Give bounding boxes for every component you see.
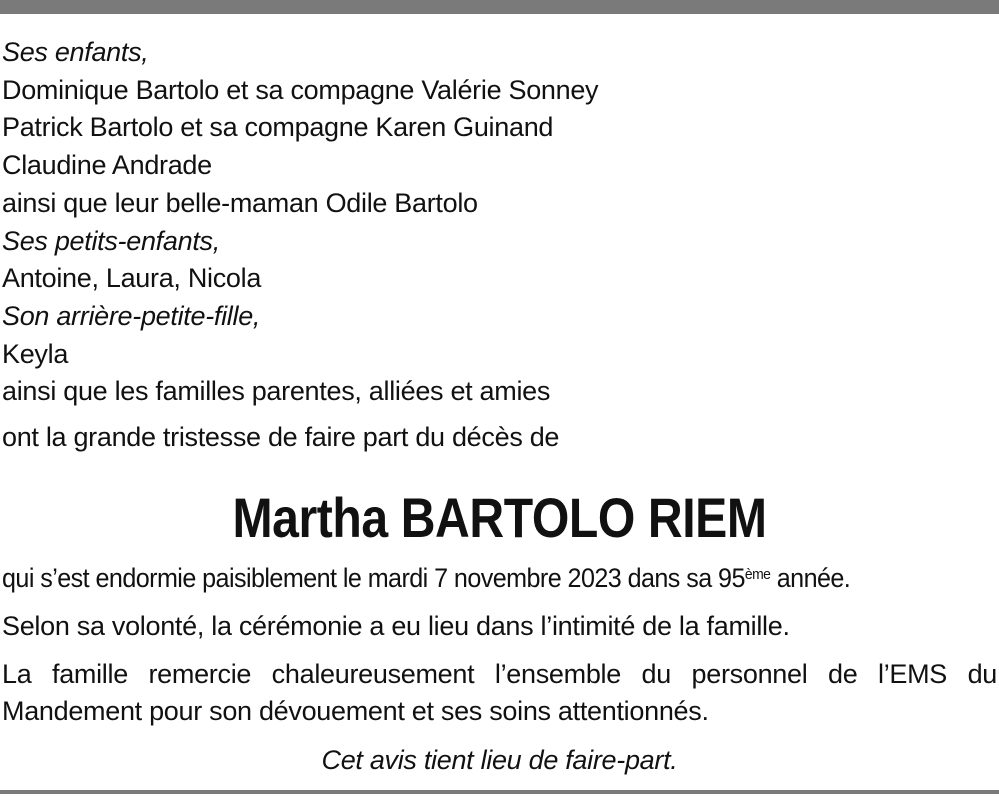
child-line: ainsi que leur belle-maman Odile Bartolo	[2, 187, 478, 218]
top-border-rule	[0, 0, 999, 14]
family-list	[2, 34, 997, 411]
grandchildren-heading: Ses petits-enfants,	[2, 225, 220, 256]
death-statement-start: qui s’est endormie paisiblement le mardi 7 novembre 2023 dans sa 95	[2, 563, 745, 594]
children-heading: Ses enfants,	[2, 37, 149, 67]
grandchildren-names: Antoine, Laura, Nicola	[2, 263, 262, 294]
relatives-line: ainsi que les familles parentes, alliées et amies	[2, 376, 551, 407]
death-statement	[2, 560, 927, 597]
deceased-name: Martha BARTOLO RIEM	[232, 486, 767, 550]
obituary-notice	[2, 34, 997, 779]
child-line: Dominique Bartolo et sa compagne Valérie Sonney	[2, 74, 599, 105]
ceremony-statement: Selon sa volonté, la cérémonie a eu lieu dans l’intimité de la famille.	[2, 611, 790, 642]
great-grandchild-name: Keyla	[2, 338, 69, 369]
notice-statement: Cet avis tient lieu de faire-part.	[321, 745, 678, 776]
death-statement-end: année.	[770, 563, 851, 594]
child-line: Patrick Bartolo et sa compagne Karen Guinand	[2, 112, 554, 143]
bottom-border-rule	[0, 790, 999, 794]
ordinal-suffix: ème	[744, 566, 771, 584]
announcement-intro: ont la grande tristesse de faire part du décès de	[2, 422, 560, 453]
thanks-statement: La famille remercie chaleureusement l’ensemble du personnel de l’EMS du Mandement pour son dévouement et ses soins attentionnés.	[2, 659, 997, 727]
child-line: Claudine Andrade	[2, 150, 212, 181]
great-grandchild-heading: Son arrière-petite-fille,	[2, 300, 261, 331]
